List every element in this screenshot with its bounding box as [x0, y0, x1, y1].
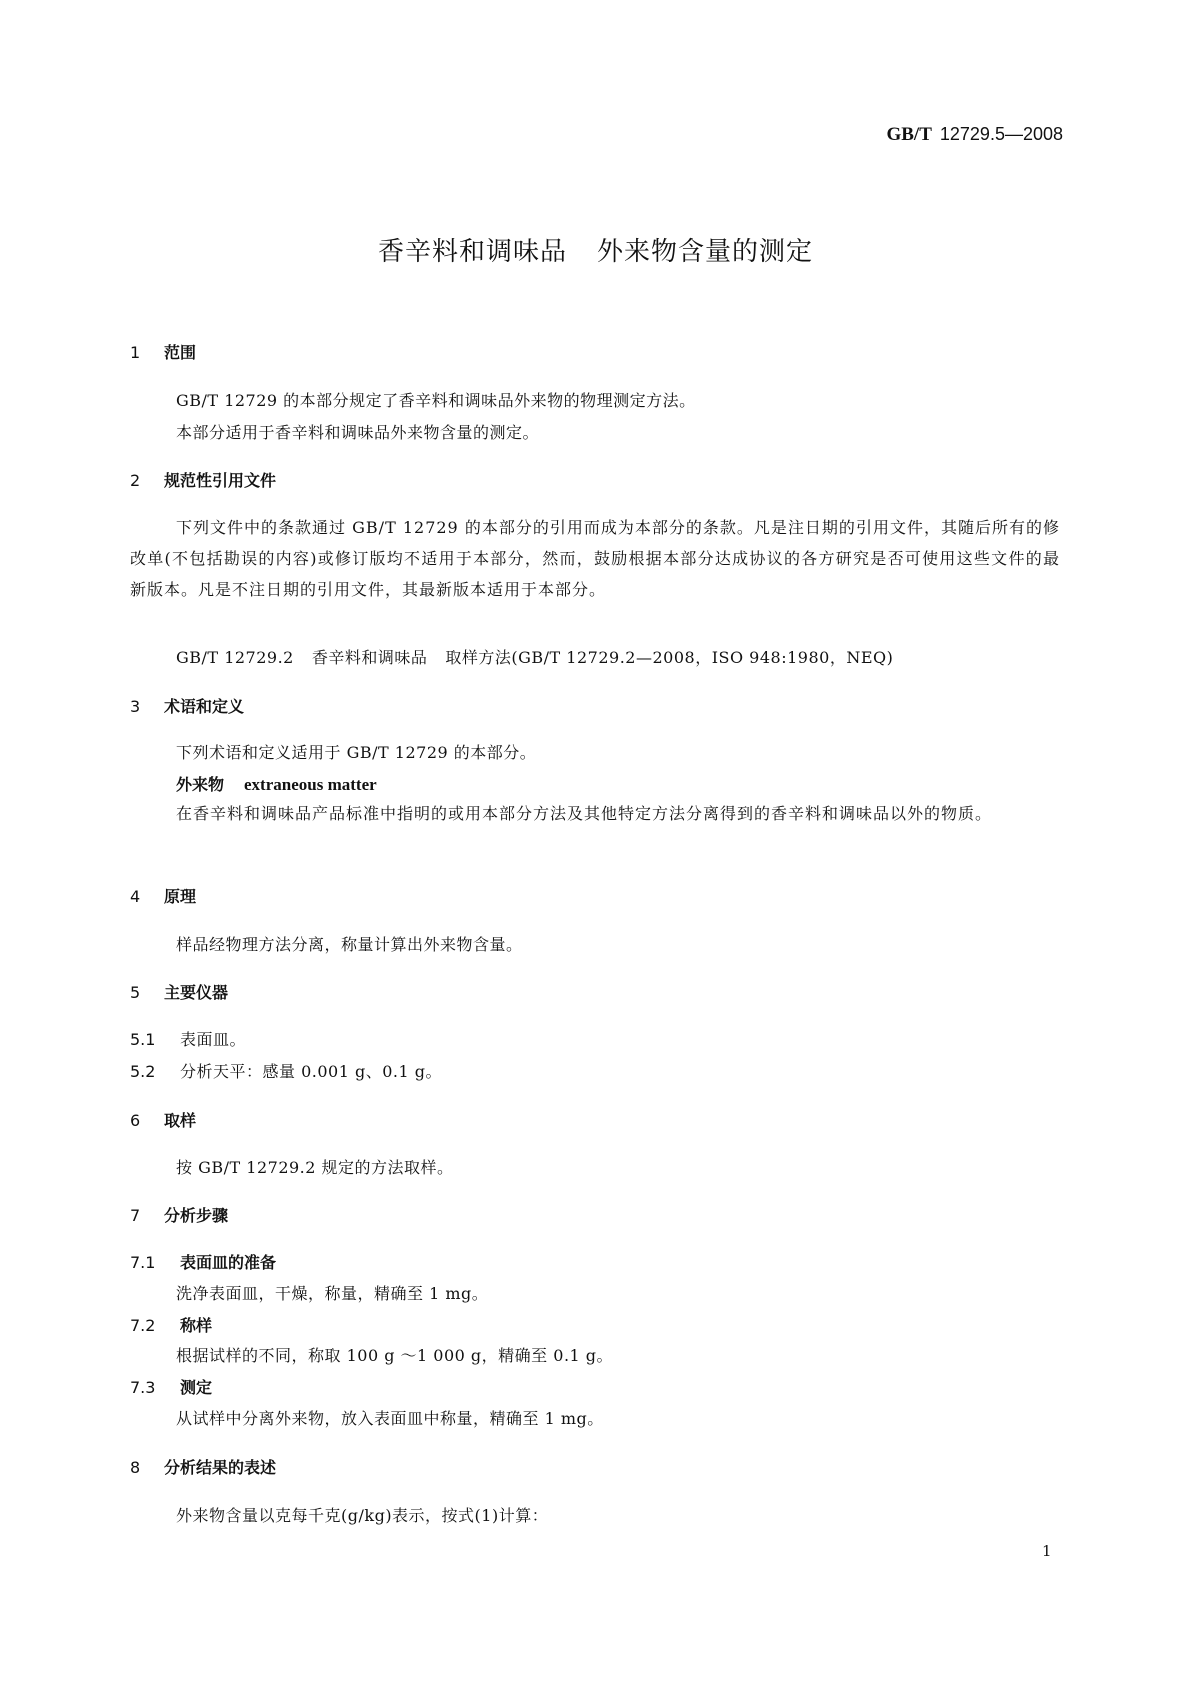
section-5-heading: 5 主要仪器: [130, 983, 229, 1002]
item-5-1: 5.1 表面皿。: [130, 1030, 247, 1049]
section-1-heading: 1 范围: [130, 343, 197, 362]
standard-prefix: GB/T: [886, 124, 932, 145]
term-heading: 外来物 extraneous matter: [176, 775, 377, 794]
standard-number: 12729.5—2008: [939, 124, 1063, 144]
section-8-para-1: 外来物含量以克每千克(g/kg)表示，按式(1)计算：: [176, 1506, 549, 1525]
section-2-heading: 2 规范性引用文件: [130, 471, 277, 490]
subsection-7-2-heading: 7.2 称样: [130, 1316, 213, 1335]
item-5-2: 5.2 分析天平：感量 0.001 g、0.1 g。: [130, 1062, 442, 1081]
section-3-heading: 3 术语和定义: [130, 697, 245, 716]
standard-code: [886, 124, 1063, 146]
section-3-para-1: 下列术语和定义适用于 GB/T 12729 的本部分。: [176, 743, 537, 762]
section-6-para-1: 按 GB/T 12729.2 规定的方法取样。: [176, 1158, 454, 1177]
subsection-7-2-text: 根据试样的不同，称取 100 g ～1 000 g，精确至 0.1 g。: [176, 1346, 614, 1365]
page-number: 1: [1042, 1542, 1052, 1560]
section-1-para-2: 本部分适用于香辛料和调味品外来物含量的测定。: [176, 423, 540, 442]
subsection-7-1-text: 洗净表面皿，干燥，称量，精确至 1 mg。: [176, 1284, 489, 1303]
term-definition: 在香辛料和调味品产品标准中指明的或用本部分方法及其他特定方法分离得到的香辛料和调味品以外的物质。: [176, 804, 993, 823]
section-4-para-1: 样品经物理方法分离，称量计算出外来物含量。: [176, 935, 523, 954]
subsection-7-1-heading: 7.1 表面皿的准备: [130, 1253, 277, 1272]
subsection-7-3-heading: 7.3 测定: [130, 1378, 213, 1397]
title-part1: 香辛料和调味品: [377, 237, 567, 267]
document-title: [0, 231, 1191, 268]
title-part2: 外来物含量的测定: [597, 237, 814, 267]
subsection-7-3-text: 从试样中分离外来物，放入表面皿中称量，精确至 1 mg。: [176, 1409, 604, 1428]
section-7-heading: 7 分析步骤: [130, 1206, 229, 1225]
section-1-para-1: GB/T 12729 的本部分规定了香辛料和调味品外来物的物理测定方法。: [176, 391, 696, 410]
normative-reference: GB/T 12729.2 香辛料和调味品 取样方法(GB/T 12729.2—2008，ISO 948:1980，NEQ): [176, 648, 894, 667]
section-8-heading: 8 分析结果的表述: [130, 1458, 277, 1477]
section-6-heading: 6 取样: [130, 1111, 197, 1130]
section-2-para-1: 下列文件中的条款通过 GB/T 12729 的本部分的引用而成为本部分的条款。凡是注日期的引用文件，其随后所有的修改单(不包括勘误的内容)或修订版均不适用于本部分，然而，鼓励根据本部分达成协议的各方研究是否可使用这些文件的最新版本。凡是不注日期的引用文件，其最新版本适用于本部分。: [130, 518, 1060, 599]
section-4-heading: 4 原理: [130, 887, 197, 906]
